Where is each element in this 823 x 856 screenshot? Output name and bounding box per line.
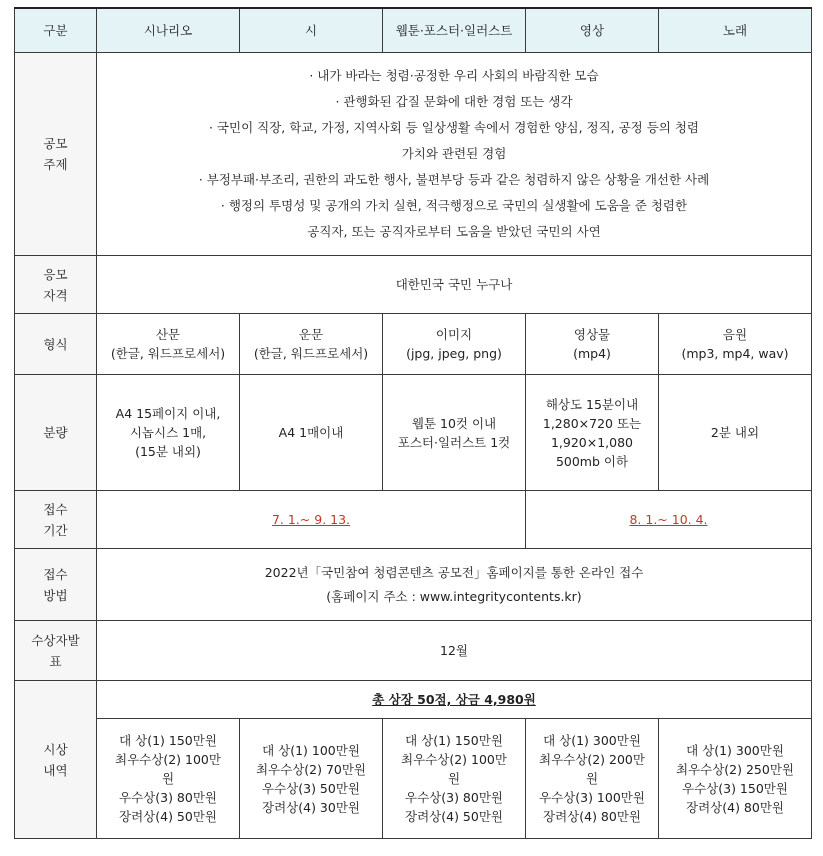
- period-row: [15, 491, 812, 549]
- awards-total: [97, 681, 812, 719]
- theme-line: · 부정부패·부조리, 권한의 과도한 행사, 불편부당 등과 같은 청렴하지 않은 상황을 개선한 사례: [198, 172, 710, 187]
- format-cell: 영상물 (mp4): [526, 314, 659, 375]
- volume-cell: A4 1매이내: [240, 375, 383, 491]
- eligibility-row: [15, 256, 812, 314]
- awards-total-row: [15, 681, 812, 719]
- eligibility-label: 응모 자격: [15, 256, 97, 314]
- header-song: 노래: [659, 8, 812, 53]
- theme-line: 가치와 관련된 경험: [401, 146, 507, 161]
- method-line: (홈페이지 주소 : www.integritycontents.kr): [326, 588, 582, 604]
- header-scenario: 시나리오: [97, 8, 240, 53]
- period-first: [97, 491, 526, 549]
- volume-cell: 2분 내외: [659, 375, 812, 491]
- period-label: 접수 기간: [15, 491, 97, 549]
- volume-cell: 웹툰 10컷 이내 포스터·일러스트 1컷: [383, 375, 526, 491]
- theme-row: [15, 53, 812, 256]
- contest-table: [14, 7, 812, 839]
- theme-line: 공직자, 또는 공직자로부터 도움을 받았던 국민의 사연: [307, 224, 601, 239]
- award-cell: 대 상(1) 150만원 최우수상(2) 100만 원 우수상(3) 80만원 장려상(4) 50만원: [97, 719, 240, 839]
- awards-row: [15, 719, 812, 839]
- theme-line: · 관행화된 갑질 문화에 대한 경험 또는 생각: [335, 94, 573, 109]
- format-label: 형식: [15, 314, 97, 375]
- format-cell: 산문 (한글, 워드프로세서): [97, 314, 240, 375]
- volume-label: 분량: [15, 375, 97, 491]
- volume-row: [15, 375, 812, 491]
- method-label: 접수 방법: [15, 549, 97, 621]
- format-row: [15, 314, 812, 375]
- method-line: 2022년「국민참여 청렴콘텐츠 공모전」홈페이지를 통한 온라인 접수: [264, 564, 644, 580]
- header-video: 영상: [526, 8, 659, 53]
- format-cell: 이미지 (jpg, jpeg, png): [383, 314, 526, 375]
- method-content: [97, 549, 812, 621]
- announce-value: 12월: [97, 621, 812, 681]
- theme-label: 공모 주제: [15, 53, 97, 256]
- announce-row: [15, 621, 812, 681]
- header-poem: 시: [240, 8, 383, 53]
- announce-label: 수상자발 표: [15, 621, 97, 681]
- period-first-date: 7. 1.~ 9. 13.: [271, 512, 351, 527]
- header-webtoon: 웹툰·포스터·일러스트: [383, 8, 526, 53]
- header-category: 구분: [15, 8, 97, 53]
- period-second-date: 8. 1.~ 10. 4.: [629, 512, 708, 527]
- award-cell: 대 상(1) 150만원 최우수상(2) 100만 원 우수상(3) 80만원 장려상(4) 50만원: [383, 719, 526, 839]
- award-cell: 대 상(1) 100만원 최우수상(2) 70만원 우수상(3) 50만원 장려상(4) 30만원: [240, 719, 383, 839]
- theme-content: [97, 53, 812, 256]
- method-row: [15, 549, 812, 621]
- awards-label: 시상 내역: [15, 681, 97, 839]
- awards-total-text: 총 상장 50점, 상금 4,980원: [372, 692, 536, 707]
- format-cell: 운문 (한글, 워드프로세서): [240, 314, 383, 375]
- header-row: [15, 8, 812, 53]
- award-cell: 대 상(1) 300만원 최우수상(2) 250만원 우수상(3) 150만원 장려상(4) 80만원: [659, 719, 812, 839]
- period-second: [526, 491, 812, 549]
- theme-line: · 국민이 직장, 학교, 가정, 지역사회 등 일상생활 속에서 경험한 양심, 정직, 공정 등의 청렴: [208, 120, 700, 135]
- eligibility-value: 대한민국 국민 누구나: [97, 256, 812, 314]
- format-cell: 음원 (mp3, mp4, wav): [659, 314, 812, 375]
- theme-line: · 내가 바라는 청렴·공정한 우리 사회의 바람직한 모습: [309, 68, 599, 83]
- volume-cell: A4 15페이지 이내, 시놉시스 1매, (15분 내외): [97, 375, 240, 491]
- theme-line: · 행정의 투명성 및 공개의 가치 실현, 적극행정으로 국민의 실생활에 도움을 준 청렴한: [220, 198, 688, 213]
- award-cell: 대 상(1) 300만원 최우수상(2) 200만 원 우수상(3) 100만원 장려상(4) 80만원: [526, 719, 659, 839]
- volume-cell: 해상도 15분이내 1,280×720 또는 1,920×1,080 500mb 이하: [526, 375, 659, 491]
